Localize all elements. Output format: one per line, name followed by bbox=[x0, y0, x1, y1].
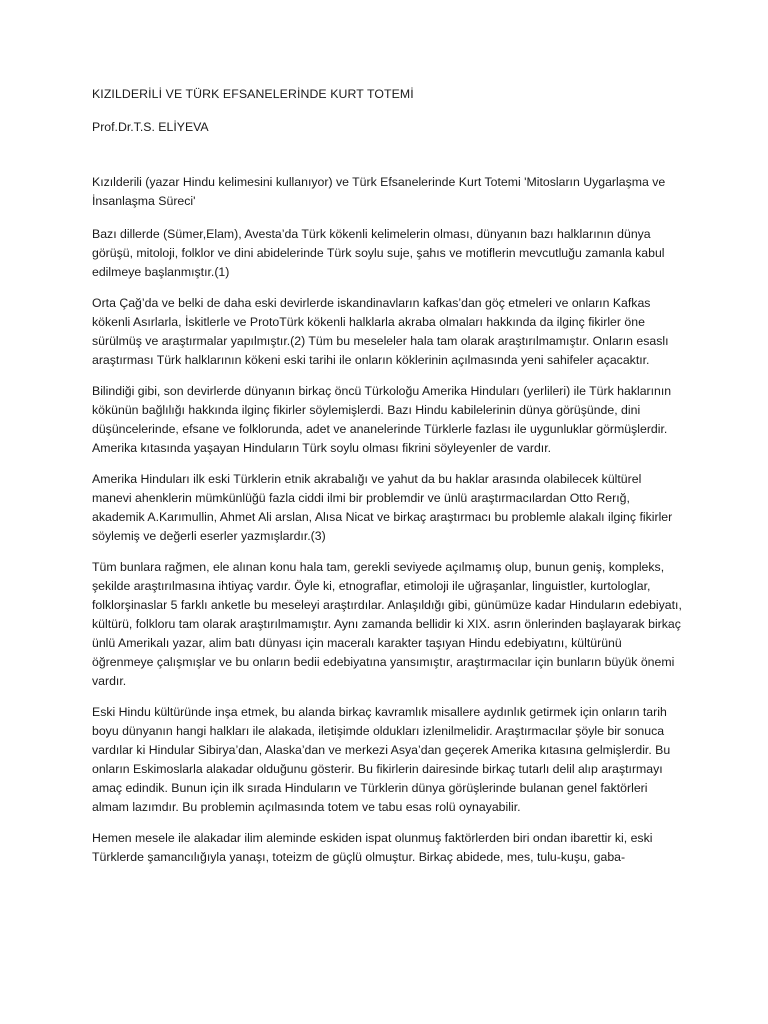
paragraph: Amerika Hinduları ilk eski Türklerin etnik akrabalığı ve yahut da bu haklar arasında olabilecek kültürel manevi ahenklerin mümkünlüğü fazla ciddi ilmi bir problemdir ve ünlü araştırmacılardan Otto Rerığ, akademik A.Karımullin, Ahmet Ali arslan, Alısa Nicat ve birkaç araştırmacı bu problemle alakalı ilginç fikirler söylemiş ve değerli eserler yazmışlardır.(3) bbox=[92, 472, 673, 543]
document-author: Prof.Dr.T.S. ELİYEVA bbox=[92, 120, 209, 134]
paragraph: Eski Hindu kültüründe inşa etmek, bu alanda birkaç kavramlık misallere aydınlık getirmek için onların tarih boyu dünyanın hangi halkları ile alakada, iletişimde oldukları izlenilmelidir. Araştırmacılar şöyle bir sonuca vardılar ki Hindular Sibirya’dan, Alaska’dan ve merkezi Asya’dan geçerek Amerika kıtasına gelmişlerdir. Bu onların Eskimoslarla alakadar olduğunu gösterir. Bu fikirlerin dairesinde birkaç tutarlı delil alıp araştırmayı amaç edindik. Bunun için ilk sırada Hinduların ve Türklerin dünya görüşlerinde bulanan genel faktörleri almam lazımdır. Bu problemin açılmasında totem ve tabu esas rolü oynayabilir. bbox=[92, 705, 671, 814]
document-title: KIZILDERİLİ VE TÜRK EFSANELERİNDE KURT TOTEMİ bbox=[92, 87, 414, 101]
paragraph: Bazı dillerde (Sümer,Elam), Avesta’da Türk kökenli kelimelerin olması, dünyanın bazı halklarının dünya görüşü, mitoloji, folklor ve dini abidelerinde Türk soylu suje, şahıs ve motiflerin mevcutluğu zamanla kabul edilmeye başlanmıştır.(1) bbox=[92, 227, 665, 279]
paragraph: Orta Çağ’da ve belki de daha eski devirlerde iskandinavların kafkas’dan göç etmeleri ve onların Kafkas kökenli Asırlarla, İskitlerle ve ProtoTürk kökenli halklarla akraba olmaları hakkında da ilginç fikirler öne sürülmüş ve araştırmalar yapılmıştır.(2) Tüm bu meseleler hala tam olarak araştırılmamıştır. Onların esaslı araştırması Türk halklarının kökeni eski tarihi ile onların köklerinin açılmasında yeni sahifeler açacaktır. bbox=[92, 296, 669, 367]
document-body bbox=[92, 85, 682, 879]
paragraph: Hemen mesele ile alakadar ilim aleminde eskiden ispat olunmuş faktörlerden biri ondan ibarettir ki, eski Türklerde şamancılığıyla yanaşı, toteizm de güçlü olmuştur. Birkaç abidede, mes, tulu-kuşu, gaba- bbox=[92, 831, 653, 864]
document-subtitle: Kızılderili (yazar Hindu kelimesini kullanıyor) ve Türk Efsanelerinde Kurt Totemi 'Mitosların Uygarlaşma ve İnsanlaşma Süreci' bbox=[92, 175, 666, 208]
paragraph: Bilindiği gibi, son devirlerde dünyanın birkaç öncü Türkoloğu Amerika Hinduları (yerlileri) ile Türk haklarının kökünün bağlılığı hakkında ilginç fikirler söylemişlerdi. Bazı Hindu kabilelerinin dünya görüşünde, dini düşüncelerinde, efsane ve folklorunda, adet ve ananelerinde Türklerle fazlası ile uygunluklar görmüşlerdir. Amerika kıtasında yaşayan Hinduların Türk soylu olması fikrini söyleyenler de vardır. bbox=[92, 384, 672, 455]
paragraph: Tüm bunlara rağmen, ele alınan konu hala tam, gerekli seviyede açılmamış olup, bunun geniş, kompleks, şekilde araştırılmasına ihtiyaç vardır. Öyle ki, etnograflar, etimoloji ile uğraşanlar, linguistler, kurtologlar, folklorşinaslar 5 farklı anketle bu meseleyi araştırdılar. Anlaşıldığı gibi, günümüze kadar Hinduların edebiyatı, kültürü, folkloru tam olarak araştırılmamıştır. Aynı zamanda bellidir ki XIX. asrın önlerinden başlayarak birkaç ünlü Amerikalı yazar, alim batı dünyası için maceralı karakter taşıyan Hindu edebiyatını, kültürünü öğrenmeye çalışmışlar ve bu onların bedii edebiyatına yansımıştır, araştırmacılar için bunların büyük önemi vardır. bbox=[92, 560, 682, 688]
